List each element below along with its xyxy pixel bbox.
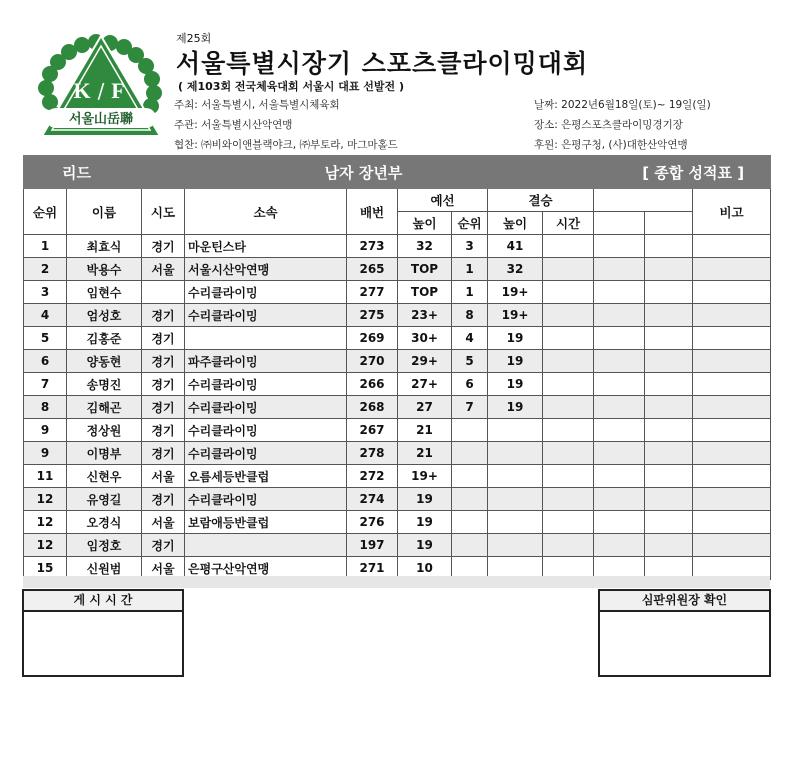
- name-cell: 유영길: [67, 488, 142, 511]
- region-cell: 경기: [142, 442, 185, 465]
- rank-cell: 2: [24, 258, 67, 281]
- final-height-cell: 19: [488, 327, 543, 350]
- region-cell: 경기: [142, 534, 185, 557]
- prelim-rank-cell: 6: [452, 373, 488, 396]
- logo-caption: 서울山岳聯: [68, 112, 134, 127]
- final-time-cell: [543, 534, 594, 557]
- final-time-cell: [543, 419, 594, 442]
- prelim-height-cell: 10: [398, 557, 452, 580]
- date-info: 날짜: 2022년6월18일(토)~ 19일(일): [534, 99, 711, 111]
- results-table: [23, 155, 771, 580]
- final-time-cell: [543, 281, 594, 304]
- region-cell: 서울: [142, 557, 185, 580]
- prelim-rank-cell: 7: [452, 396, 488, 419]
- affiliation-cell: 수리클라이밍: [185, 373, 347, 396]
- table-row: [24, 258, 771, 281]
- final-time-cell: [543, 396, 594, 419]
- table-row: [24, 534, 771, 557]
- final-height-cell: [488, 534, 543, 557]
- name-header: 이름: [67, 189, 142, 235]
- prelim-height-header: 높이: [398, 212, 452, 235]
- note-cell: [693, 488, 771, 511]
- sponsor-info: 협찬: ㈜비와이앤블랙야크, ㈜부토라, 마그마홀드: [174, 139, 398, 151]
- blank-cell-1: [594, 419, 645, 442]
- prelim-height-cell: 23+: [398, 304, 452, 327]
- table-row: [24, 419, 771, 442]
- note-cell: [693, 350, 771, 373]
- rank-cell: 12: [24, 488, 67, 511]
- rank-cell: 15: [24, 557, 67, 580]
- bib-cell: 276: [347, 511, 398, 534]
- host-info: 주최: 서울특별시, 서울특별시체육회: [174, 99, 340, 111]
- region-cell: 경기: [142, 396, 185, 419]
- prelim-rank-cell: [452, 419, 488, 442]
- blank-cell-1: [594, 373, 645, 396]
- bib-header: 배번: [347, 189, 398, 235]
- judge-confirm-label: 심판위원장 확인: [600, 591, 769, 612]
- region-cell: 서울: [142, 258, 185, 281]
- blank-cell-1: [594, 327, 645, 350]
- rank-cell: 6: [24, 350, 67, 373]
- rank-cell: 3: [24, 281, 67, 304]
- prelim-height-cell: 32: [398, 235, 452, 258]
- region-cell: 경기: [142, 373, 185, 396]
- name-cell: 김해곤: [67, 396, 142, 419]
- blank-cell-2: [645, 488, 693, 511]
- final-header: 결승: [488, 189, 594, 212]
- note-cell: [693, 511, 771, 534]
- note-cell: [693, 281, 771, 304]
- name-cell: 양동현: [67, 350, 142, 373]
- prelim-rank-cell: [452, 465, 488, 488]
- final-height-cell: 19+: [488, 304, 543, 327]
- table-bottom-strip: [23, 576, 770, 588]
- final-height-cell: 19: [488, 396, 543, 419]
- note-cell: [693, 419, 771, 442]
- bib-cell: 270: [347, 350, 398, 373]
- affiliation-cell: 수리클라이밍: [185, 304, 347, 327]
- bib-cell: 273: [347, 235, 398, 258]
- affiliation-cell: [185, 534, 347, 557]
- bib-cell: 278: [347, 442, 398, 465]
- table-banner: [24, 156, 771, 189]
- rank-cell: 5: [24, 327, 67, 350]
- final-time-cell: [543, 327, 594, 350]
- prelim-height-cell: 19: [398, 511, 452, 534]
- final-height-cell: 41: [488, 235, 543, 258]
- final-time-cell: [543, 350, 594, 373]
- blank-cell-2: [645, 396, 693, 419]
- rank-cell: 12: [24, 534, 67, 557]
- final-time-cell: [543, 488, 594, 511]
- blank-subheader-2: [645, 212, 693, 235]
- region-cell: 서울: [142, 511, 185, 534]
- competition-title: 서울특별시장기 스포츠클라이밍대회: [176, 49, 589, 78]
- prelim-height-cell: TOP: [398, 281, 452, 304]
- prelim-rank-cell: [452, 511, 488, 534]
- region-cell: 경기: [142, 350, 185, 373]
- name-cell: 이명부: [67, 442, 142, 465]
- table-row: [24, 465, 771, 488]
- blank-cell-2: [645, 442, 693, 465]
- prelim-height-cell: 30+: [398, 327, 452, 350]
- rank-cell: 12: [24, 511, 67, 534]
- prelim-rank-cell: 1: [452, 258, 488, 281]
- header-row: [24, 189, 771, 212]
- note-cell: [693, 235, 771, 258]
- blank-cell-1: [594, 534, 645, 557]
- prelim-height-cell: 19: [398, 488, 452, 511]
- name-cell: 엄성호: [67, 304, 142, 327]
- judge-confirm-box: [598, 589, 771, 677]
- blank-cell-1: [594, 281, 645, 304]
- blank-cell-2: [645, 350, 693, 373]
- bib-cell: 266: [347, 373, 398, 396]
- table-row: [24, 373, 771, 396]
- blank-cell-1: [594, 258, 645, 281]
- blank-cell-2: [645, 534, 693, 557]
- prelim-header: 예선: [398, 189, 488, 212]
- table-row: [24, 511, 771, 534]
- bib-cell: 268: [347, 396, 398, 419]
- affiliation-cell: 오름세등반클럽: [185, 465, 347, 488]
- prelim-height-cell: 27+: [398, 373, 452, 396]
- prelim-height-cell: 19: [398, 534, 452, 557]
- note-cell: [693, 465, 771, 488]
- final-height-cell: [488, 511, 543, 534]
- bib-cell: 267: [347, 419, 398, 442]
- note-cell: [693, 396, 771, 419]
- affiliation-cell: 수리클라이밍: [185, 442, 347, 465]
- prelim-rank-cell: [452, 442, 488, 465]
- blank-cell-2: [645, 235, 693, 258]
- prelim-rank-cell: 4: [452, 327, 488, 350]
- region-cell: 경기: [142, 304, 185, 327]
- sheet-label: [ 종합 성적표 ]: [543, 156, 771, 189]
- prelim-height-cell: 29+: [398, 350, 452, 373]
- region-cell: 경기: [142, 419, 185, 442]
- affiliation-cell: 수리클라이밍: [185, 488, 347, 511]
- venue-info: 장소: 은평스포츠클라이밍경기장: [534, 119, 683, 131]
- name-cell: 임정호: [67, 534, 142, 557]
- final-height-cell: 19+: [488, 281, 543, 304]
- organizer-info: 주관: 서울특별시산악연맹: [174, 119, 293, 131]
- bib-cell: 197: [347, 534, 398, 557]
- name-cell: 신원범: [67, 557, 142, 580]
- prelim-height-cell: 21: [398, 419, 452, 442]
- final-height-cell: 19: [488, 373, 543, 396]
- table-row: [24, 396, 771, 419]
- affiliation-cell: [185, 327, 347, 350]
- table-row: [24, 327, 771, 350]
- table-row: [24, 442, 771, 465]
- blank-cell-1: [594, 304, 645, 327]
- blank-cell-1: [594, 488, 645, 511]
- bib-cell: 265: [347, 258, 398, 281]
- bib-cell: 277: [347, 281, 398, 304]
- table-row: [24, 281, 771, 304]
- competition-subtitle: ( 제103회 전국체육대회 서울시 대표 선발전 ): [178, 80, 405, 93]
- rank-cell: 8: [24, 396, 67, 419]
- bib-cell: 271: [347, 557, 398, 580]
- name-cell: 김홍준: [67, 327, 142, 350]
- bib-cell: 269: [347, 327, 398, 350]
- bib-cell: 272: [347, 465, 398, 488]
- name-cell: 박용수: [67, 258, 142, 281]
- blank-cell-1: [594, 511, 645, 534]
- note-header: 비고: [693, 189, 771, 235]
- prelim-height-cell: 27: [398, 396, 452, 419]
- table-row: [24, 488, 771, 511]
- final-time-cell: [543, 511, 594, 534]
- blank-cell-2: [645, 419, 693, 442]
- name-cell: 최효식: [67, 235, 142, 258]
- blank-cell-2: [645, 511, 693, 534]
- rank-cell: 1: [24, 235, 67, 258]
- blank-cell-2: [645, 373, 693, 396]
- blank-cell-1: [594, 465, 645, 488]
- table-row: [24, 350, 771, 373]
- final-height-header: 높이: [488, 212, 543, 235]
- affiliation-cell: 은평구산악연맹: [185, 557, 347, 580]
- prelim-rank-cell: [452, 534, 488, 557]
- final-height-cell: [488, 488, 543, 511]
- rank-cell: 7: [24, 373, 67, 396]
- table-row: [24, 304, 771, 327]
- posting-time-label: 게 시 시 간: [24, 591, 182, 612]
- blank-cell-1: [594, 396, 645, 419]
- rank-header: 순위: [24, 189, 67, 235]
- region-header: 시도: [142, 189, 185, 235]
- logo-slash: /: [97, 79, 105, 103]
- prelim-height-cell: 21: [398, 442, 452, 465]
- blank-cell-2: [645, 281, 693, 304]
- table-row: [24, 235, 771, 258]
- blank-cell-2: [645, 465, 693, 488]
- name-cell: 정상원: [67, 419, 142, 442]
- note-cell: [693, 258, 771, 281]
- blank-cell-1: [594, 235, 645, 258]
- blank-cell-2: [645, 327, 693, 350]
- affiliation-header: 소속: [185, 189, 347, 235]
- affiliation-cell: 파주클라이밍: [185, 350, 347, 373]
- name-cell: 신현우: [67, 465, 142, 488]
- prelim-height-cell: 19+: [398, 465, 452, 488]
- final-height-cell: [488, 442, 543, 465]
- bib-cell: 275: [347, 304, 398, 327]
- blank-cell-1: [594, 442, 645, 465]
- blank-subheader-1: [594, 212, 645, 235]
- final-time-cell: [543, 442, 594, 465]
- final-time-header: 시간: [543, 212, 594, 235]
- prelim-rank-cell: 1: [452, 281, 488, 304]
- logo-letter-k: K: [73, 78, 91, 103]
- rank-cell: 4: [24, 304, 67, 327]
- final-time-cell: [543, 465, 594, 488]
- prelim-rank-cell: 8: [452, 304, 488, 327]
- rank-cell: 9: [24, 442, 67, 465]
- blank-cell-2: [645, 258, 693, 281]
- support-info: 후원: 은평구청, (사)대한산악연맹: [534, 139, 688, 151]
- prelim-rank-cell: [452, 488, 488, 511]
- name-cell: 임현수: [67, 281, 142, 304]
- affiliation-cell: 수리클라이밍: [185, 419, 347, 442]
- final-time-cell: [543, 373, 594, 396]
- region-cell: 경기: [142, 235, 185, 258]
- region-cell: 경기: [142, 327, 185, 350]
- final-height-cell: [488, 465, 543, 488]
- prelim-height-cell: TOP: [398, 258, 452, 281]
- federation-logo: [36, 32, 166, 144]
- rank-cell: 11: [24, 465, 67, 488]
- note-cell: [693, 534, 771, 557]
- edition-label: 제25회: [176, 32, 212, 45]
- name-cell: 송명진: [67, 373, 142, 396]
- affiliation-cell: 보람애등반클럽: [185, 511, 347, 534]
- posting-time-box: [22, 589, 184, 677]
- note-cell: [693, 327, 771, 350]
- logo-letter-f: F: [111, 78, 125, 103]
- bib-cell: 274: [347, 488, 398, 511]
- affiliation-cell: 서울시산악연맹: [185, 258, 347, 281]
- final-time-cell: [543, 258, 594, 281]
- event-label: 리드: [24, 156, 185, 189]
- rank-cell: 9: [24, 419, 67, 442]
- category-label: 남자 장년부: [185, 156, 543, 189]
- region-cell: [142, 281, 185, 304]
- affiliation-cell: 마운틴스타: [185, 235, 347, 258]
- final-height-cell: 32: [488, 258, 543, 281]
- final-height-cell: [488, 419, 543, 442]
- prelim-rank-cell: 5: [452, 350, 488, 373]
- blank-header: [594, 189, 693, 212]
- prelim-rank-cell: 3: [452, 235, 488, 258]
- note-cell: [693, 442, 771, 465]
- final-time-cell: [543, 235, 594, 258]
- note-cell: [693, 373, 771, 396]
- region-cell: 경기: [142, 488, 185, 511]
- region-cell: 서울: [142, 465, 185, 488]
- blank-cell-2: [645, 304, 693, 327]
- note-cell: [693, 304, 771, 327]
- final-height-cell: 19: [488, 350, 543, 373]
- affiliation-cell: 수리클라이밍: [185, 396, 347, 419]
- final-time-cell: [543, 304, 594, 327]
- affiliation-cell: 수리클라이밍: [185, 281, 347, 304]
- name-cell: 오경식: [67, 511, 142, 534]
- prelim-rank-header: 순위: [452, 212, 488, 235]
- blank-cell-1: [594, 350, 645, 373]
